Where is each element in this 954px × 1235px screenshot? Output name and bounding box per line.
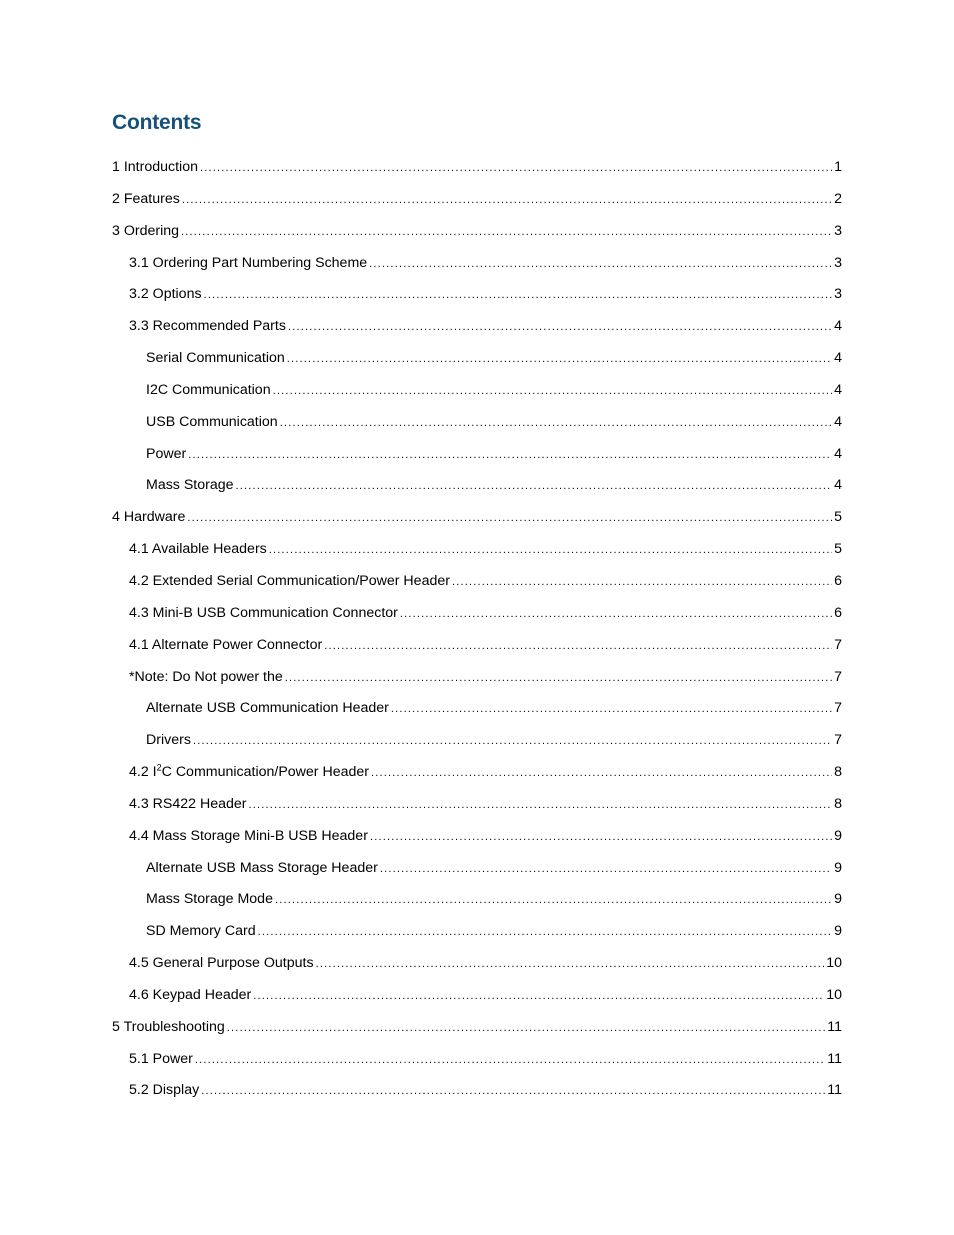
toc-entry-label: 5 Troubleshooting [112, 1018, 225, 1035]
toc-dot-leader [324, 634, 832, 658]
toc-entry-label: SD Memory Card [146, 923, 256, 940]
toc-entry[interactable] [112, 155, 842, 187]
toc-dot-leader [370, 825, 832, 849]
toc-dot-leader [380, 857, 832, 881]
toc-entry[interactable] [112, 537, 842, 569]
toc-entry[interactable] [112, 919, 842, 951]
toc-entry-label-superscript: 2 [156, 762, 162, 773]
toc-page-number: 3 [834, 254, 842, 271]
toc-entry[interactable] [112, 219, 842, 251]
toc-page-number: 3 [834, 286, 842, 303]
toc-entry-label: 4.2 Extended Serial Communication/Power Header [129, 572, 450, 589]
toc-entry[interactable] [112, 665, 842, 697]
toc-page-number: 4 [834, 350, 842, 367]
toc-entry[interactable] [112, 760, 842, 792]
toc-entry[interactable] [112, 633, 842, 665]
toc-dot-leader [273, 379, 833, 403]
toc-entry-label: I2C Communication [146, 381, 271, 398]
toc-dot-leader [236, 474, 833, 498]
toc-dot-leader [400, 602, 832, 626]
toc-page-number: 4 [834, 381, 842, 398]
toc-entry[interactable] [112, 856, 842, 888]
toc-dot-leader [275, 888, 832, 912]
toc-entry-label: Drivers [146, 732, 191, 749]
toc-entry[interactable] [112, 378, 842, 410]
toc-dot-leader [369, 252, 832, 276]
toc-page-number: 9 [834, 827, 842, 844]
toc-entry[interactable] [112, 1047, 842, 1079]
toc-page-number: 7 [834, 636, 842, 653]
toc-dot-leader [280, 411, 832, 435]
toc-page-number: 7 [834, 732, 842, 749]
toc-entry[interactable] [112, 887, 842, 919]
toc-entry[interactable] [112, 696, 842, 728]
toc-dot-leader [253, 984, 824, 1008]
toc-entry[interactable] [112, 473, 842, 505]
toc-dot-leader [201, 1079, 825, 1103]
toc-entry[interactable] [112, 792, 842, 824]
toc-dot-leader [182, 188, 832, 212]
toc-entry-label: 4.4 Mass Storage Mini-B USB Header [129, 827, 368, 844]
toc-entry[interactable] [112, 314, 842, 346]
toc-entry-label: 4.5 General Purpose Outputs [129, 955, 314, 972]
toc-dot-leader [391, 697, 832, 721]
toc-page-number: 7 [834, 700, 842, 717]
toc-dot-leader [452, 570, 832, 594]
toc-page-number: 9 [834, 859, 842, 876]
toc-entry[interactable] [112, 569, 842, 601]
toc-dot-leader [227, 1016, 825, 1040]
toc-page-number: 8 [834, 764, 842, 781]
toc-page-number: 1 [834, 159, 842, 175]
toc-page-number: 5 [834, 541, 842, 558]
toc-entry-label: 5.1 Power [129, 1050, 193, 1067]
toc-page-number: 4 [834, 477, 842, 494]
toc-dot-leader [200, 156, 832, 180]
toc-entry-label: Alternate USB Mass Storage Header [146, 859, 378, 876]
toc-entry-label: 3.1 Ordering Part Numbering Scheme [129, 254, 368, 271]
toc-entry[interactable] [112, 951, 842, 983]
document-page [112, 0, 842, 1235]
toc-dot-leader [193, 729, 832, 753]
toc-page-number: 4 [834, 413, 842, 430]
toc-page-number: 8 [834, 795, 842, 812]
toc-page-number: 3 [834, 222, 842, 239]
toc-entry[interactable] [112, 983, 842, 1015]
toc-entry-label: 3 Ordering [112, 222, 180, 239]
toc-entry-label: 4.3 Mini-B USB Communication Connector [129, 604, 398, 621]
toc-dot-leader [258, 920, 833, 944]
toc-entry[interactable] [112, 442, 842, 474]
toc-dot-leader [285, 666, 832, 690]
toc-entry-label: USB Communication [146, 413, 278, 430]
toc-entry-label: 4 Hardware [112, 509, 186, 526]
toc-entry-label: 3.2 Options [129, 286, 202, 303]
toc-entry-label: Serial Communication [146, 350, 285, 367]
toc-entry-label: 1 Introduction [112, 159, 198, 175]
toc-entry[interactable] [112, 505, 842, 537]
toc-entry-label-part: C Communication/Power Header [161, 764, 370, 781]
toc-page-number: 11 [827, 1082, 842, 1099]
toc-page-number: 4 [834, 318, 842, 335]
toc-entry-label: *Note: Do Not power the [129, 668, 283, 685]
toc-page-number: 5 [834, 509, 842, 526]
toc-entry-label-part: 4.2 I [129, 764, 157, 781]
toc-entry[interactable] [112, 251, 842, 283]
toc-page-number: 2 [834, 190, 842, 207]
toc-entry-label: Alternate USB Communication Header [146, 700, 389, 717]
toc-dot-leader [316, 952, 825, 976]
toc-entry-label: 4.1 Alternate Power Connector [129, 636, 323, 653]
toc-dot-leader [249, 793, 833, 817]
toc-page-number: 6 [834, 604, 842, 621]
toc-dot-leader [288, 315, 832, 339]
toc-page-number: 6 [834, 572, 842, 589]
toc-dot-leader [287, 347, 832, 371]
toc-entry[interactable] [112, 824, 842, 856]
toc-entry[interactable] [112, 187, 842, 219]
toc-dot-leader [188, 443, 832, 467]
toc-entry-label: Mass Storage Mode [146, 891, 273, 908]
toc-entry-label: 4.3 RS422 Header [129, 795, 247, 812]
toc-entry-label: 2 Features [112, 190, 180, 207]
toc-entry-label: Mass Storage [146, 477, 234, 494]
toc-dot-leader [371, 761, 832, 785]
toc-page-number: 4 [834, 445, 842, 462]
toc-entry-label: 4.6 Keypad Header [129, 986, 252, 1003]
toc-list [112, 155, 842, 1110]
toc-page-number: 9 [834, 891, 842, 908]
toc-entry[interactable] [112, 601, 842, 633]
toc-page-number: 10 [826, 986, 842, 1003]
toc-entry-label [129, 760, 371, 784]
toc-dot-leader [195, 1048, 825, 1072]
toc-entry-label: 5.2 Display [129, 1082, 200, 1099]
toc-entry[interactable] [112, 728, 842, 760]
toc-entry[interactable] [112, 282, 842, 314]
toc-dot-leader [204, 283, 833, 307]
toc-entry[interactable] [112, 410, 842, 442]
toc-entry[interactable] [112, 1078, 842, 1110]
toc-dot-leader [269, 538, 832, 562]
toc-entry[interactable] [112, 346, 842, 378]
toc-page-number: 10 [826, 955, 842, 972]
toc-entry-label: 4.1 Available Headers [129, 541, 267, 558]
toc-heading: Contents [112, 111, 202, 134]
toc-page-number: 11 [827, 1018, 842, 1035]
toc-page-number: 11 [827, 1050, 842, 1067]
toc-entry-label: 3.3 Recommended Parts [129, 318, 286, 335]
toc-dot-leader [181, 220, 832, 244]
toc-entry-label: Power [146, 445, 187, 462]
toc-entry[interactable] [112, 1015, 842, 1047]
toc-page-number: 7 [834, 668, 842, 685]
toc-page-number: 9 [834, 923, 842, 940]
toc-dot-leader [187, 506, 832, 530]
